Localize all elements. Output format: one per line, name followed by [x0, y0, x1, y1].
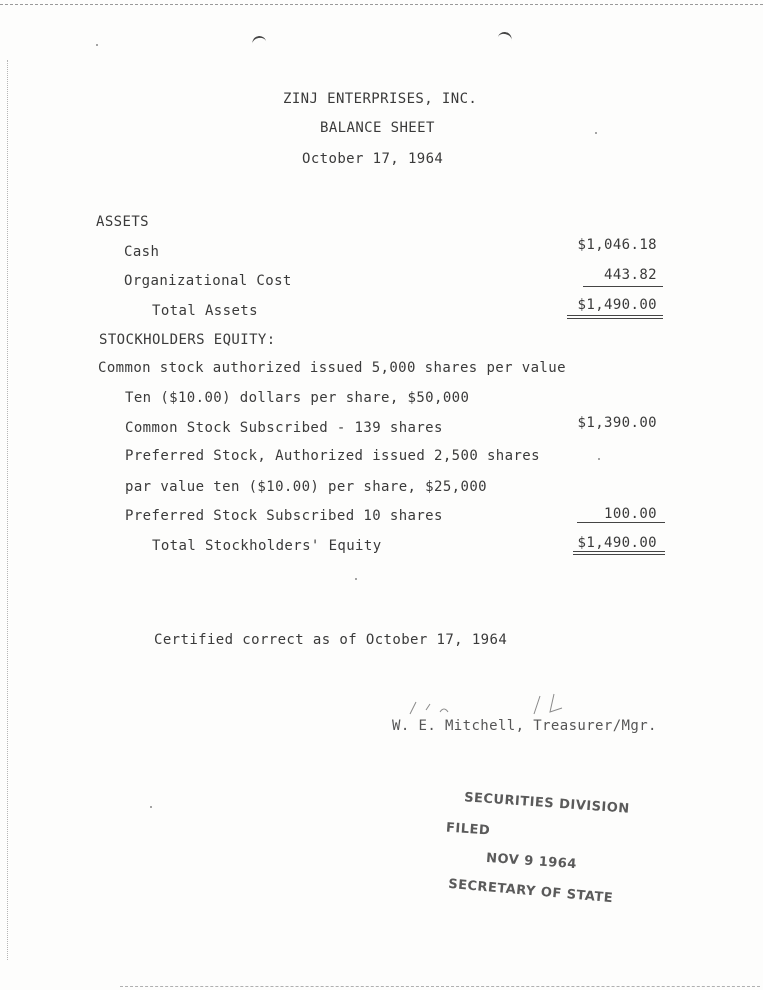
stamp-filed: FILED	[445, 820, 491, 839]
paper-speck	[96, 44, 98, 46]
common-stock-line-2: Ten ($10.00) dollars per share, $50,000	[125, 390, 470, 406]
total-assets-double-rule-bottom	[567, 318, 663, 319]
company-name: ZINJ ENTERPRISES, INC.	[283, 91, 478, 107]
stamp-secretary-of-state: SECRETARY OF STATE	[447, 876, 614, 907]
total-equity-double-rule-top	[573, 551, 665, 552]
stamp-date: NOV 9 1964	[485, 850, 578, 873]
certification-text: Certified correct as of October 17, 1964	[154, 632, 508, 648]
org-cost-amount: 443.82	[604, 267, 657, 283]
punch-mark-right	[497, 31, 513, 44]
page-top-edge	[0, 4, 763, 5]
common-stock-line-1: Common stock authorized issued 5,000 shares per value	[98, 360, 566, 376]
cash-label: Cash	[124, 244, 160, 260]
preferred-subscribed-label: Preferred Stock Subscribed 10 shares	[125, 508, 443, 524]
punch-mark-left	[251, 35, 267, 47]
page-bottom-edge	[120, 986, 760, 987]
total-equity-label: Total Stockholders' Equity	[152, 538, 382, 554]
preferred-stock-line-2: par value ten ($10.00) per share, $25,000	[125, 479, 487, 495]
preferred-subscribed-amount: 100.00	[604, 506, 657, 522]
paper-speck	[150, 806, 152, 808]
total-assets-amount: $1,490.00	[577, 297, 657, 313]
common-subscribed-amount: $1,390.00	[577, 415, 657, 431]
total-assets-label: Total Assets	[152, 303, 258, 319]
preferred-subscribed-underline	[577, 522, 665, 523]
paper-speck	[598, 458, 600, 460]
paper-speck	[355, 578, 357, 580]
document-date: October 17, 1964	[302, 151, 444, 167]
signer-name: W. E. Mitchell, Treasurer/Mgr.	[392, 718, 657, 734]
preferred-stock-line-1: Preferred Stock, Authorized issued 2,500 shares	[125, 448, 540, 464]
common-subscribed-label: Common Stock Subscribed - 139 shares	[125, 420, 443, 436]
paper-speck	[595, 132, 597, 134]
cash-amount: $1,046.18	[577, 237, 657, 253]
stamp-securities-division: SECURITIES DIVISION	[463, 790, 631, 817]
total-equity-double-rule-bottom	[573, 554, 665, 555]
page-left-edge	[7, 60, 8, 960]
equity-heading: STOCKHOLDERS EQUITY:	[99, 332, 276, 348]
document-title: BALANCE SHEET	[320, 120, 435, 136]
org-cost-underline	[583, 286, 663, 287]
assets-heading: ASSETS	[96, 214, 149, 230]
org-cost-label: Organizational Cost	[124, 273, 292, 289]
total-assets-double-rule-top	[567, 315, 663, 316]
total-equity-amount: $1,490.00	[577, 535, 657, 551]
